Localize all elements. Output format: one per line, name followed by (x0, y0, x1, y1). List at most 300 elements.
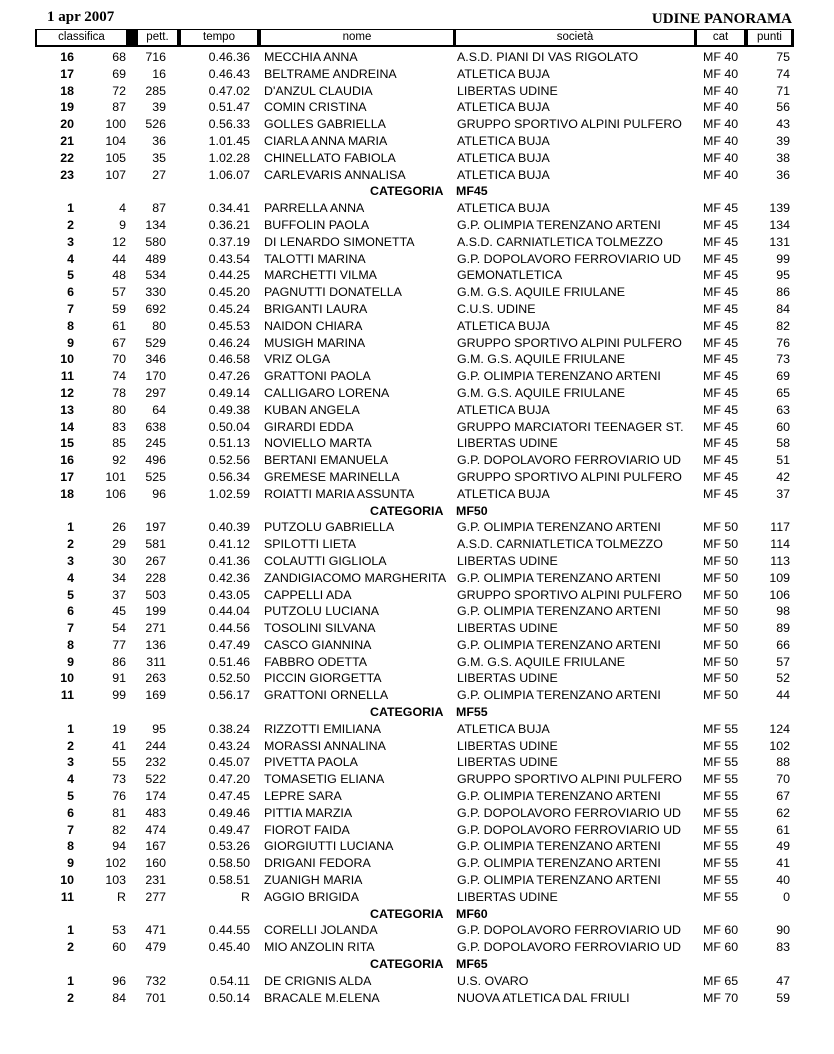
category-code: MF 45 (703, 234, 739, 249)
athlete-name: PICCIN GIORGETTA (264, 671, 382, 686)
athlete-name: GRATTONI PAOLA (264, 369, 371, 384)
result-row (0, 519, 834, 536)
result-row (0, 267, 834, 284)
race-time: 0.49.38 (208, 402, 250, 417)
category-code: MF 40 (703, 50, 739, 64)
overall-position: 103 (105, 873, 126, 888)
club-name: GRUPPO SPORTIVO ALPINI PULFERO (457, 772, 682, 787)
bib-number: 95 (152, 721, 166, 736)
result-row (0, 116, 834, 133)
bib-number: 581 (145, 537, 166, 552)
overall-position: 84 (112, 990, 126, 1005)
category-code: MF 40 (703, 83, 739, 98)
category-position: 17 (60, 469, 74, 484)
athlete-name: CASCO GIANNINA (264, 637, 372, 652)
points: 67 (776, 789, 790, 804)
club-name: LIBERTAS UDINE (457, 553, 558, 568)
points: 57 (776, 654, 790, 669)
race-time: 0.47.45 (208, 789, 250, 804)
result-row (0, 318, 834, 335)
bib-number: 231 (145, 873, 166, 888)
category-position: 10 (60, 671, 74, 686)
athlete-name: SPILOTTI LIETA (264, 537, 357, 552)
category-position: 2 (67, 217, 74, 232)
overall-position: 4 (119, 201, 126, 216)
race-time: 0.56.33 (208, 117, 250, 132)
athlete-name: PUTZOLU LUCIANA (264, 604, 379, 619)
club-name: G.P. DOPOLAVORO FERROVIARIO UD (457, 805, 681, 820)
athlete-name: AGGIO BRIGIDA (264, 889, 360, 904)
bib-number: 503 (145, 587, 166, 602)
bib-number: 732 (145, 973, 166, 988)
overall-position: 55 (112, 755, 126, 770)
overall-position: 59 (112, 301, 126, 316)
result-row (0, 603, 834, 620)
category-code: MF 50 (703, 587, 739, 602)
bib-number: 244 (145, 738, 166, 753)
race-time: 1.06.07 (208, 167, 250, 182)
result-row (0, 99, 834, 116)
athlete-name: MIO ANZOLIN RITA (264, 940, 375, 955)
category-position: 9 (67, 335, 74, 350)
race-time: 0.44.55 (208, 923, 250, 938)
athlete-name: BUFFOLIN PAOLA (264, 217, 370, 232)
category-code: MF 40 (703, 117, 739, 132)
result-row (0, 990, 834, 1007)
bib-number: 716 (145, 50, 166, 64)
category-code: MF 70 (703, 990, 739, 1005)
result-row (0, 368, 834, 385)
club-name: GRUPPO MARCIATORI TEENAGER ST. (457, 419, 684, 434)
race-time: 0.42.36 (208, 570, 250, 585)
category-code: MF 50 (703, 671, 739, 686)
category-code: MF 45 (703, 301, 739, 316)
points: 114 (770, 537, 790, 552)
category-code: MF 55 (703, 839, 739, 854)
race-time: 0.47.20 (208, 772, 250, 787)
race-time: 0.56.17 (208, 688, 250, 703)
category-code: MF 55 (703, 822, 739, 837)
overall-position: 19 (112, 721, 126, 736)
points: 61 (776, 822, 790, 837)
overall-position: 69 (112, 66, 126, 81)
race-time: 1.01.45 (208, 133, 250, 148)
bib-number: 483 (145, 805, 166, 820)
athlete-name: GOLLES GABRIELLA (264, 117, 386, 132)
race-time: 0.40.39 (208, 520, 250, 535)
category-position: 12 (60, 385, 74, 400)
points: 66 (776, 637, 790, 652)
category-code: MF 45 (703, 385, 739, 400)
club-name: A.S.D. CARNIATLETICA TOLMEZZO (457, 537, 663, 552)
category-position: 21 (60, 133, 74, 148)
result-row (0, 49, 834, 66)
category-position: 23 (60, 167, 74, 182)
points: 98 (776, 604, 790, 619)
overall-position: 48 (112, 268, 126, 283)
club-name: G.P. DOPOLAVORO FERROVIARIO UD (457, 251, 681, 266)
overall-position: 102 (105, 856, 126, 871)
race-time: 0.50.04 (208, 419, 250, 434)
result-row (0, 351, 834, 368)
club-name: G.P. DOPOLAVORO FERROVIARIO UD (457, 453, 681, 468)
club-name: GRUPPO SPORTIVO ALPINI PULFERO (457, 117, 682, 132)
club-name: G.P. OLIMPIA TERENZANO ARTENI (457, 688, 661, 703)
club-name: ATLETICA BUJA (457, 402, 550, 417)
club-name: G.P. OLIMPIA TERENZANO ARTENI (457, 369, 661, 384)
results-list (0, 49, 834, 1006)
points: 41 (776, 856, 790, 871)
category-position: 4 (67, 251, 74, 266)
bib-number: 174 (145, 789, 166, 804)
overall-position: 53 (112, 923, 126, 938)
race-time: 0.52.56 (208, 453, 250, 468)
points: 44 (776, 688, 790, 703)
result-row (0, 133, 834, 150)
category-code: MF 45 (703, 217, 739, 232)
athlete-name: TOMASETIG ELIANA (264, 772, 385, 787)
overall-position: 29 (112, 537, 126, 552)
points: 75 (776, 50, 790, 64)
athlete-name: GREMESE MARINELLA (264, 469, 400, 484)
points: 60 (776, 419, 790, 434)
points: 49 (776, 839, 790, 854)
overall-position: 100 (105, 117, 126, 132)
category-position: 1 (67, 520, 74, 535)
points: 88 (776, 755, 790, 770)
overall-position: 26 (112, 520, 126, 535)
points: 134 (769, 217, 790, 232)
points: 0 (783, 889, 790, 904)
race-time: 0.58.50 (208, 856, 250, 871)
category-position: 3 (67, 755, 74, 770)
athlete-name: CAPPELLI ADA (264, 587, 352, 602)
race-time: 0.47.26 (208, 369, 250, 384)
points: 76 (776, 335, 790, 350)
category-code-heading: MF65 (456, 957, 488, 972)
category-code: MF 40 (703, 100, 739, 115)
club-name: ATLETICA BUJA (457, 201, 550, 216)
col-nome: nome (261, 30, 453, 45)
category-code: MF 55 (703, 772, 739, 787)
category-heading (0, 183, 834, 200)
category-position: 5 (67, 268, 74, 283)
points: 62 (776, 805, 790, 820)
overall-position: 106 (105, 486, 126, 501)
result-row (0, 200, 834, 217)
category-code: MF 60 (703, 923, 739, 938)
club-name: G.P. OLIMPIA TERENZANO ARTENI (457, 604, 661, 619)
category-code: MF 55 (703, 721, 739, 736)
bib-number: 489 (145, 251, 166, 266)
result-row (0, 452, 834, 469)
result-row (0, 889, 834, 906)
race-time: 0.51.13 (208, 436, 250, 451)
bib-number: 35 (152, 150, 166, 165)
col-societa: società (456, 30, 694, 45)
overall-position: 78 (112, 385, 126, 400)
bib-number: 64 (152, 402, 166, 417)
result-row (0, 335, 834, 352)
event-title: UDINE PANORAMA (651, 11, 792, 27)
category-position: 8 (67, 839, 74, 854)
race-time: 0.58.51 (208, 873, 250, 888)
overall-position: 61 (112, 318, 126, 333)
category-position: 1 (67, 973, 74, 988)
bib-number: 271 (145, 621, 166, 636)
category-code: MF 50 (703, 688, 739, 703)
category-code: MF 55 (703, 738, 739, 753)
points: 37 (776, 486, 790, 501)
overall-position: 70 (112, 352, 126, 367)
category-label: CATEGORIA (370, 705, 444, 720)
result-row (0, 721, 834, 738)
category-code: MF 55 (703, 856, 739, 871)
club-name: G.P. OLIMPIA TERENZANO ARTENI (457, 570, 661, 585)
bib-number: 36 (152, 133, 166, 148)
bib-number: 522 (145, 772, 166, 787)
category-position: 8 (67, 318, 74, 333)
category-position: 5 (67, 789, 74, 804)
bib-number: 297 (145, 385, 166, 400)
category-position: 19 (60, 100, 74, 115)
bib-number: 285 (145, 83, 166, 98)
overall-position: 73 (112, 772, 126, 787)
result-row (0, 620, 834, 637)
bib-number: 39 (152, 100, 166, 115)
club-name: ATLETICA BUJA (457, 721, 550, 736)
club-name: G.P. OLIMPIA TERENZANO ARTENI (457, 839, 661, 854)
race-time: 0.44.56 (208, 621, 250, 636)
club-name: LIBERTAS UDINE (457, 671, 558, 686)
athlete-name: CARLEVARIS ANNALISA (264, 167, 406, 182)
category-position: 13 (60, 402, 74, 417)
category-position: 2 (67, 940, 74, 955)
category-position: 2 (67, 738, 74, 753)
club-name: ATLETICA BUJA (457, 133, 550, 148)
category-code: MF 55 (703, 889, 739, 904)
bib-number: 160 (145, 856, 166, 871)
club-name: ATLETICA BUJA (457, 66, 550, 81)
race-time: 0.45.53 (208, 318, 250, 333)
category-code: MF 45 (703, 436, 739, 451)
athlete-name: RIZZOTTI EMILIANA (264, 721, 382, 736)
bib-number: 16 (152, 66, 166, 81)
bib-number: 479 (145, 940, 166, 955)
athlete-name: MORASSI ANNALINA (264, 738, 386, 753)
bib-number: 330 (145, 285, 166, 300)
result-row (0, 167, 834, 184)
athlete-name: PUTZOLU GABRIELLA (264, 520, 395, 535)
category-code: MF 50 (703, 570, 739, 585)
category-code: MF 40 (703, 150, 739, 165)
page-header (0, 9, 834, 29)
bib-number: 692 (145, 301, 166, 316)
club-name: LIBERTAS UDINE (457, 755, 558, 770)
category-position: 2 (67, 537, 74, 552)
points: 40 (776, 873, 790, 888)
result-row (0, 486, 834, 503)
club-name: A.S.D. CARNIATLETICA TOLMEZZO (457, 234, 663, 249)
club-name: NUOVA ATLETICA DAL FRIULI (457, 990, 630, 1005)
points: 39 (776, 133, 790, 148)
category-code: MF 45 (703, 201, 739, 216)
club-name: ATLETICA BUJA (457, 486, 550, 501)
overall-position: 80 (112, 402, 126, 417)
result-row (0, 469, 834, 486)
category-code: MF 45 (703, 469, 739, 484)
category-position: 4 (67, 772, 74, 787)
race-date: 1 apr 2007 (47, 9, 115, 25)
club-name: A.S.D. PIANI DI VAS RIGOLATO (457, 50, 639, 64)
race-time: 0.54.11 (209, 973, 250, 988)
overall-position: 92 (112, 453, 126, 468)
points: 73 (776, 352, 790, 367)
category-code: MF 45 (703, 352, 739, 367)
club-name: G.P. OLIMPIA TERENZANO ARTENI (457, 873, 661, 888)
race-time: 0.50.14 (208, 990, 250, 1005)
category-label: CATEGORIA (370, 957, 444, 972)
result-row (0, 234, 834, 251)
athlete-name: CORELLI JOLANDA (264, 923, 378, 938)
bib-number: 525 (145, 469, 166, 484)
category-heading (0, 503, 834, 520)
result-row (0, 419, 834, 436)
race-time: 0.46.24 (208, 335, 250, 350)
bib-number: 197 (145, 520, 166, 535)
bib-number: 170 (145, 369, 166, 384)
athlete-name: DI LENARDO SIMONETTA (264, 234, 415, 249)
category-position: 7 (67, 822, 74, 837)
club-name: ATLETICA BUJA (457, 167, 550, 182)
points: 106 (769, 587, 790, 602)
race-time: 0.44.04 (208, 604, 250, 619)
bib-number: 526 (145, 117, 166, 132)
overall-position: 87 (112, 100, 126, 115)
athlete-name: MARCHETTI VILMA (264, 268, 377, 283)
athlete-name: COMIN CRISTINA (264, 100, 367, 115)
bib-number: 232 (145, 755, 166, 770)
race-time: 0.34.41 (208, 201, 250, 216)
points: 51 (776, 453, 790, 468)
category-position: 10 (60, 873, 74, 888)
category-code-heading: MF60 (456, 906, 488, 921)
result-row (0, 587, 834, 604)
athlete-name: VRIZ OLGA (264, 352, 331, 367)
bib-number: 496 (145, 453, 166, 468)
club-name: G.P. OLIMPIA TERENZANO ARTENI (457, 637, 661, 652)
category-position: 11 (60, 889, 74, 904)
category-code: MF 60 (703, 940, 739, 955)
athlete-name: FABBRO ODETTA (264, 654, 368, 669)
category-code: MF 50 (703, 621, 739, 636)
category-position: 11 (60, 369, 74, 384)
points: 70 (776, 772, 790, 787)
category-code: MF 50 (703, 604, 739, 619)
overall-position: 83 (112, 419, 126, 434)
athlete-name: GIORGIUTTI LUCIANA (264, 839, 394, 854)
athlete-name: PAGNUTTI DONATELLA (264, 285, 402, 300)
category-code-heading: MF55 (456, 705, 488, 720)
category-position: 11 (60, 688, 74, 703)
points: 52 (776, 671, 790, 686)
result-row (0, 973, 834, 990)
race-time: 0.49.46 (208, 805, 250, 820)
result-row (0, 838, 834, 855)
result-row (0, 284, 834, 301)
category-code: MF 45 (703, 486, 739, 501)
club-name: G.P. DOPOLAVORO FERROVIARIO UD (457, 923, 681, 938)
athlete-name: ROIATTI MARIA ASSUNTA (264, 486, 415, 501)
bib-number: 228 (145, 570, 166, 585)
bib-number: 80 (152, 318, 166, 333)
athlete-name: PITTIA MARZIA (264, 805, 353, 820)
club-name: LIBERTAS UDINE (457, 83, 558, 98)
race-time: 0.47.02 (208, 83, 250, 98)
bib-number: 529 (145, 335, 166, 350)
category-code: MF 45 (703, 335, 739, 350)
category-position: 9 (67, 654, 74, 669)
category-code: MF 45 (703, 285, 739, 300)
club-name: G.P. OLIMPIA TERENZANO ARTENI (457, 789, 661, 804)
points: 86 (776, 285, 790, 300)
category-code-heading: MF45 (456, 184, 488, 199)
result-row (0, 385, 834, 402)
bib-number: 346 (145, 352, 166, 367)
category-position: 8 (67, 637, 74, 652)
bib-number: 134 (145, 217, 166, 232)
points: 42 (776, 469, 790, 484)
overall-position: 76 (112, 789, 126, 804)
bib-number: 471 (145, 923, 166, 938)
overall-position: 44 (112, 251, 126, 266)
category-position: 6 (67, 285, 74, 300)
result-row (0, 217, 834, 234)
category-heading (0, 704, 834, 721)
result-row (0, 637, 834, 654)
category-code: MF 50 (703, 520, 739, 535)
points: 82 (776, 318, 790, 333)
category-code: MF 45 (703, 251, 739, 266)
athlete-name: DE CRIGNIS ALDA (264, 973, 372, 988)
column-header-bar (35, 29, 794, 47)
points: 99 (776, 251, 790, 266)
overall-position: 77 (112, 637, 126, 652)
points: 63 (776, 402, 790, 417)
overall-position: 45 (112, 604, 126, 619)
result-row (0, 301, 834, 318)
overall-position: 41 (112, 738, 126, 753)
points: 56 (776, 100, 790, 115)
club-name: U.S. OVARO (457, 973, 529, 988)
category-position: 15 (60, 436, 74, 451)
bib-number: 580 (145, 234, 166, 249)
points: 90 (776, 923, 790, 938)
points: 89 (776, 621, 790, 636)
race-time: 0.43.24 (208, 738, 250, 753)
result-row (0, 150, 834, 167)
race-time: 1.02.59 (208, 486, 250, 501)
athlete-name: COLAUTTI GIGLIOLA (264, 553, 387, 568)
category-position: 3 (67, 234, 74, 249)
overall-position: 94 (112, 839, 126, 854)
category-position: 6 (67, 805, 74, 820)
club-name: G.P. OLIMPIA TERENZANO ARTENI (457, 856, 661, 871)
category-code: MF 50 (703, 637, 739, 652)
result-row (0, 771, 834, 788)
race-time: 0.51.46 (208, 654, 250, 669)
bib-number: 169 (145, 688, 166, 703)
